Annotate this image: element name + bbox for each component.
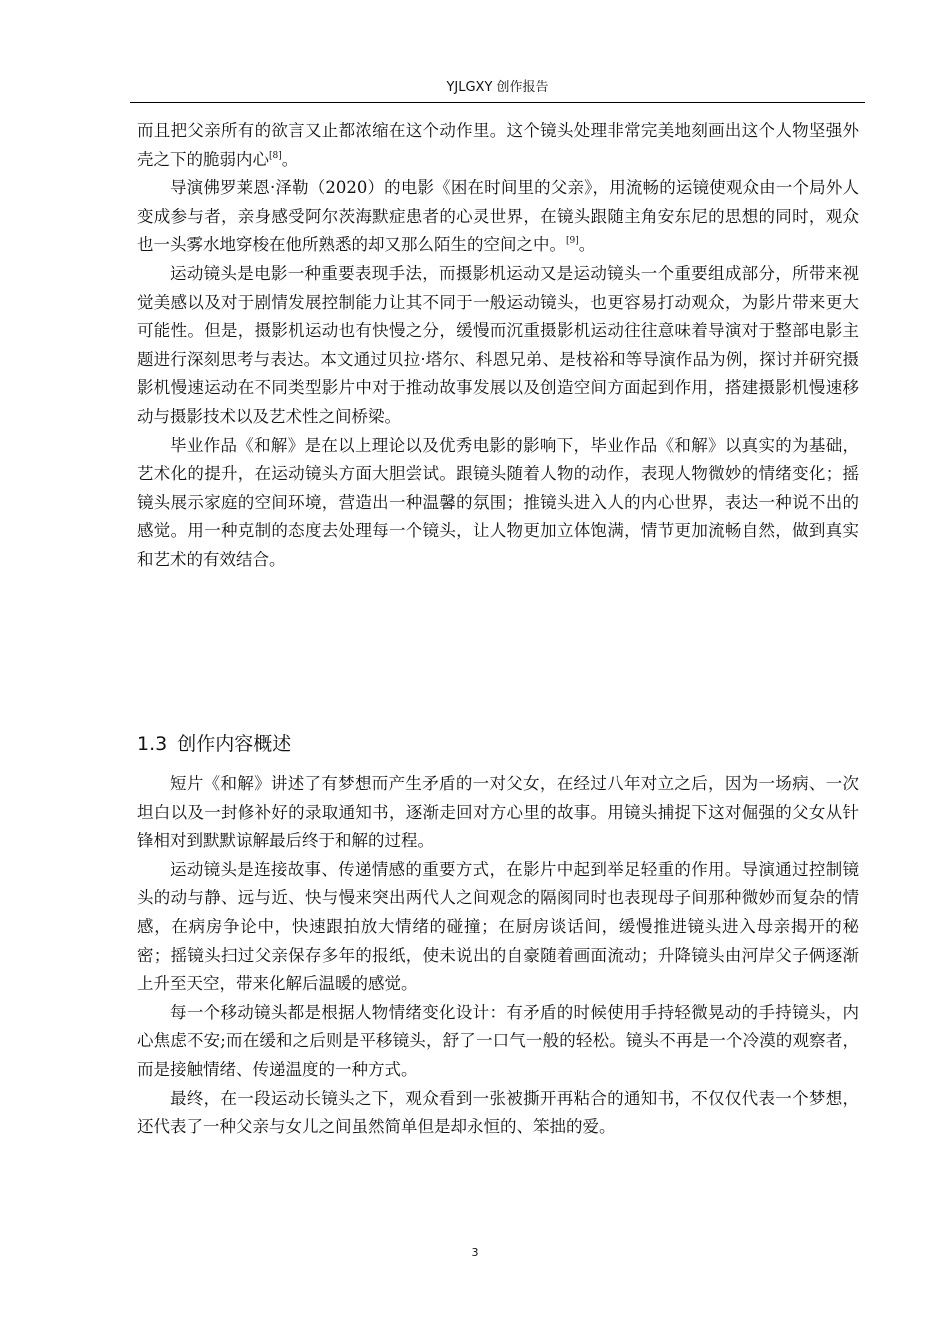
page-number: 3 <box>471 1246 479 1259</box>
body-text-bottom <box>137 770 859 1142</box>
section-heading <box>137 731 291 757</box>
paragraph <box>137 174 859 260</box>
paragraph: 毕业作品《和解》是在以上理论以及优秀电影的影响下，毕业作品《和解》以真实的为基础，艺术化的提升，在运动镜头方面大胆尝试。跟镜头随着人物的动作，表现人物微妙的情绪变化；摇镜头展示家庭的空间环境，营造出一种温馨的氛围；推镜头进入人的内心世界，表达一种说不出的感觉。用一种克制的态度去处理每一个镜头，让人物更加立体饱满，情节更加流畅自然，做到真实和艺术的有效结合。 <box>137 435 859 569</box>
paragraph: 每一个移动镜头都是根据人物情绪变化设计：有矛盾的时候使用手持轻微晃动的手持镜头，内心焦虑不安;而在缓和之后则是平移镜头，舒了一口气一般的轻松。镜头不再是一个冷漠的观察者，而是接触情绪、传递温度的一种方式。 <box>137 1002 859 1079</box>
paragraph-text: 而且把父亲所有的欲言又止都浓缩在这个动作里。这个镜头处理非常完美地刻画出这个人物坚强外壳之下的脆弱内心 <box>137 121 859 169</box>
section-number: 1.3 <box>137 733 168 755</box>
paragraph-tail: 。 <box>281 149 299 169</box>
paragraph-tail: 。 <box>578 235 596 255</box>
paragraph: 短片《和解》讲述了有梦想而产生矛盾的一对父女，在经过八年对立之后，因为一场病、一次坦白以及一封修补好的录取通知书，逐渐走回对方心里的故事。用镜头捕捉下这对倔强的父女从针锋相对到默默谅解最后终于和解的过程。 <box>137 774 859 851</box>
citation: [9] <box>566 236 579 247</box>
paragraph: 最终，在一段运动长镜头之下，观众看到一张被撕开再粘合的通知书，不仅仅代表一个梦想，还代表了一种父亲与女儿之间虽然简单但是却永恒的、笨拙的爱。 <box>137 1088 859 1137</box>
page-header: YJLGXY 创作报告 <box>446 80 549 95</box>
citation: [8] <box>269 150 282 161</box>
paragraph <box>137 117 859 174</box>
paragraph: 运动镜头是连接故事、传递情感的重要方式，在影片中起到举足轻重的作用。导演通过控制镜头的动与静、远与近、快与慢来突出两代人之间观念的隔阂同时也表现母子间那种微妙而复杂的情感，在病房争论中，快速跟拍放大情绪的碰撞；在厨房谈话间，缓慢推进镜头进入母亲揭开的秘密；摇镜头扫过父亲保存多年的报纸，使未说出的自豪随着画面流动；升降镜头由河岸父子俩逐渐上升至天空，带来化解后温暖的感觉。 <box>137 859 859 994</box>
paragraph-text: 导演佛罗莱恩·泽勒（2020）的电影《困在时间里的父亲》，用流畅的运镜使观众由一个局外人变成参与者，亲身感受阿尔茨海默症患者的心灵世界，在镜头跟随主角安东尼的思想的同时，观众也一头雾水地穿梭在他所熟悉的却又那么陌生的空间之中。 <box>137 178 859 255</box>
paragraph: 运动镜头是电影一种重要表现手法，而摄影机运动又是运动镜头一个重要组成部分，所带来视觉美感以及对于剧情发展控制能力让其不同于一般运动镜头，也更容易打动观众，为影片带来更大可能性。但是，摄影机运动也有快慢之分，缓慢而沉重摄影机运动往往意味着导演对于整部电影主题进行深刻思考与表达。本文通过贝拉·塔尔、科恩兄弟、是枝裕和等导演作品为例，探讨并研究摄影机慢速运动在不同类型影片中对于推动故事发展以及创造空间方面起到作用，搭建摄影机慢速移动与摄影技术以及艺术性之间桥梁。 <box>137 263 859 426</box>
body-text-top <box>137 117 859 575</box>
header-divider <box>130 102 865 103</box>
section-title: 创作内容概述 <box>177 733 292 755</box>
